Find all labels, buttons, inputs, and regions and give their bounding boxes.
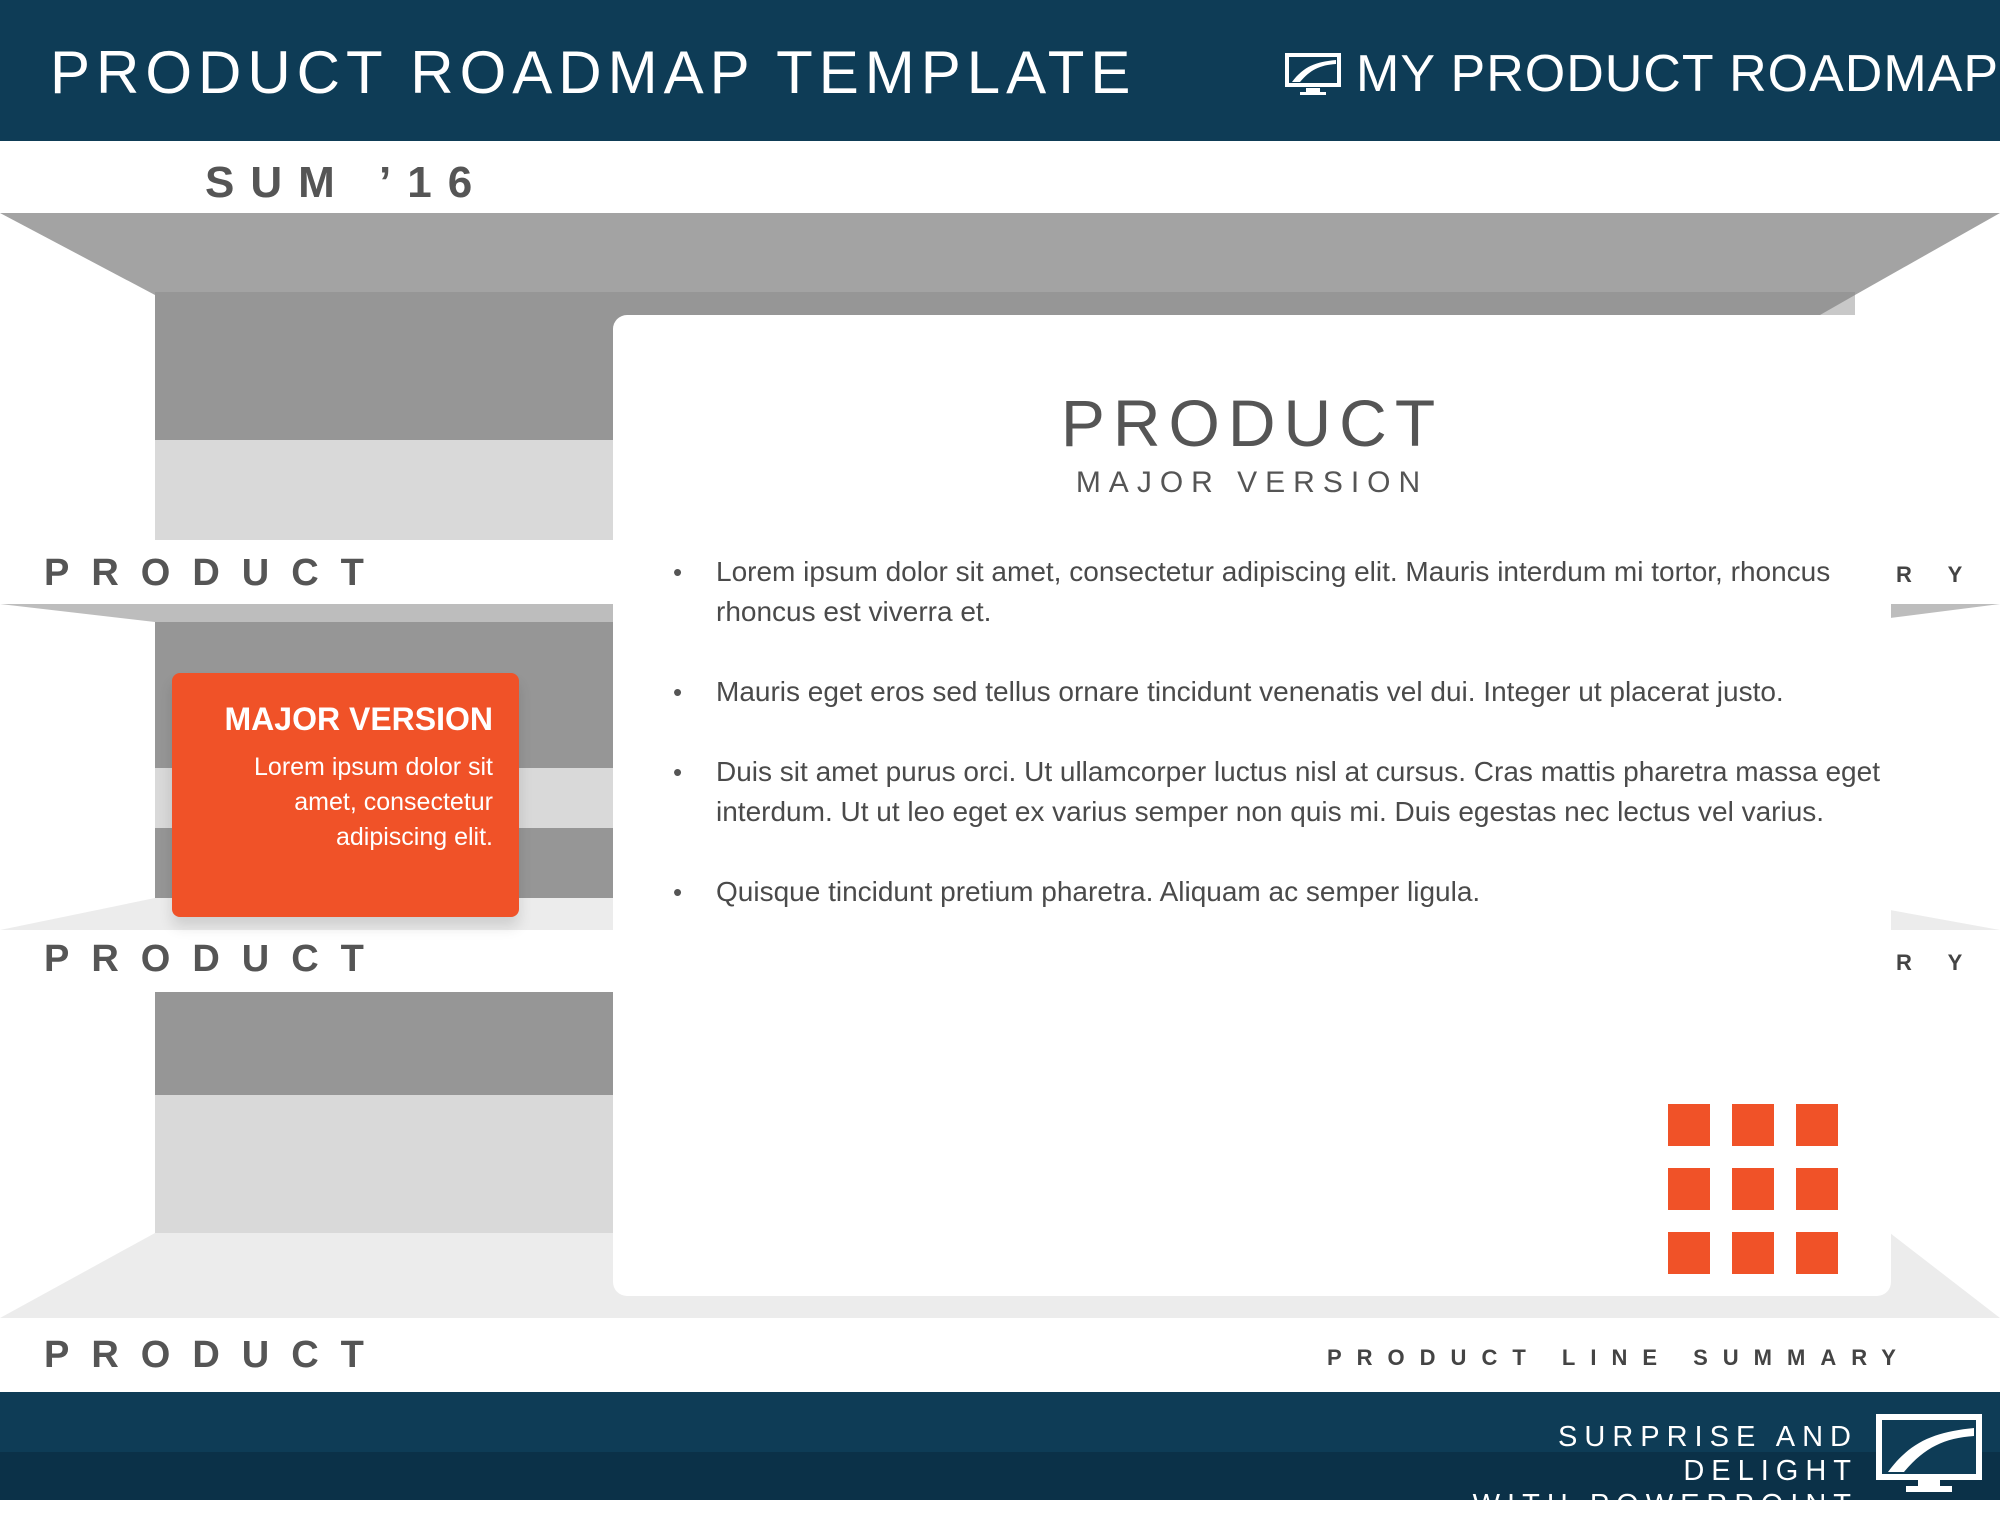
row-label-product: PRODUCT	[44, 1334, 386, 1376]
row-label-product: PRODUCT	[44, 552, 386, 594]
list-item: • Quisque tincidunt pretium pharetra. Aliquam ac semper ligula.	[673, 872, 1883, 912]
tagline-line-1: SURPRISE AND DELIGHT	[1558, 1421, 1858, 1487]
list-item: • Duis sit amet purus orci. Ut ullamcorper luctus nisl at cursus. Cras mattis pharetra massa eget interdum. Ut ut leo eget ex varius semper non quis mi. Duis egestas nec lectus vel varius.	[673, 752, 1883, 832]
season-label: SUM ’16	[205, 158, 489, 207]
callout-text: Lorem ipsum dolor sit amet, consectetur adipiscing elit.	[254, 753, 493, 851]
bullet-list	[673, 552, 1883, 952]
list-item: • Mauris eget eros sed tellus ornare tincidunt venenatis vel dui. Integer ut placerat justo.	[673, 672, 1883, 712]
orange-grid-icon	[1668, 1104, 1838, 1274]
row-summary: R Y	[1896, 950, 1978, 975]
major-version-callout[interactable]	[172, 673, 519, 917]
row-label-product: PRODUCT	[44, 938, 386, 980]
footer-tagline	[1380, 1420, 1858, 1522]
row-summary: R Y	[1896, 562, 1978, 587]
page-title: PRODUCT ROADMAP TEMPLATE	[50, 39, 1137, 106]
card-title: PRODUCT	[1060, 386, 1444, 460]
callout-title: MAJOR VERSION	[224, 701, 493, 737]
list-item: • Lorem ipsum dolor sit amet, consectetur adipiscing elit. Mauris interdum mi tortor, rhoncus rhoncus est viverra et.	[673, 552, 1883, 632]
card-subtitle: MAJOR VERSION	[1075, 466, 1429, 499]
row-summary: PRODUCT LINE SUMMARY	[1327, 1345, 1911, 1370]
tagline-line-2: WITH POWERPOINT	[1472, 1489, 1858, 1521]
brand-name: MY PRODUCT ROADMAP	[1356, 45, 2000, 103]
monitor-road-icon	[1874, 1412, 1984, 1494]
product-detail-card	[613, 315, 1891, 1296]
